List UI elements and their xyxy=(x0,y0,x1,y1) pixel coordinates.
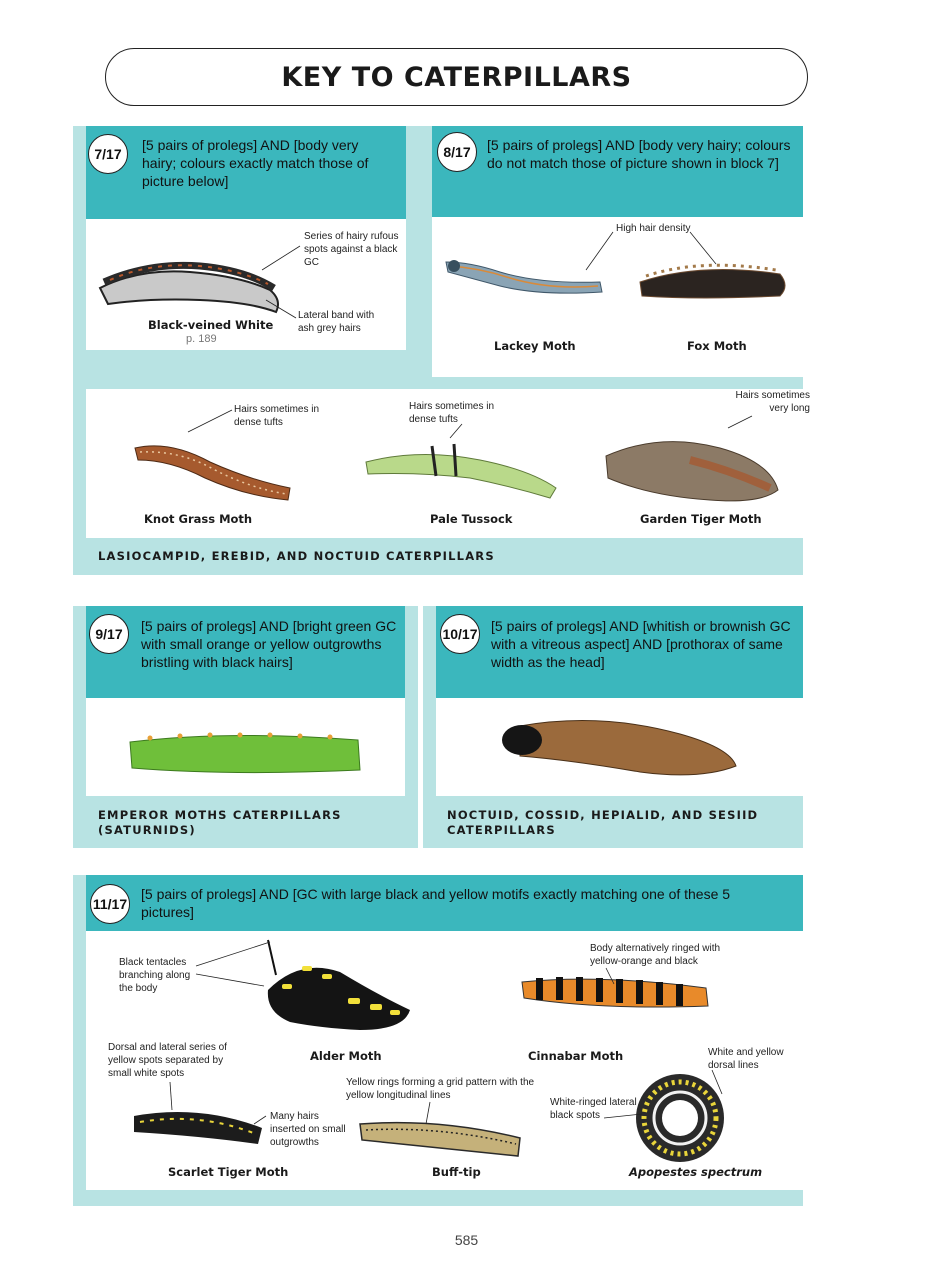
buff-tip-caterpillar-illustration xyxy=(360,1102,520,1156)
scarlet-tiger-moth-label: Scarlet Tiger Moth xyxy=(168,1165,289,1179)
block-7-text: [5 pairs of prolegs] AND [body very hairy; colours exactly match those of picture below] xyxy=(142,137,369,189)
pale-tussock-annotation: Hairs sometimes in dense tufts xyxy=(409,401,495,425)
scarlet-tiger-annotation-spots: Dorsal and lateral series of yellow spots separated by small white spots xyxy=(108,1042,227,1079)
apopestes-spectrum-label: Apopestes spectrum xyxy=(629,1165,763,1179)
apopestes-annotation-dorsal: White and yellow dorsal lines xyxy=(708,1047,784,1071)
garden-tiger-annotation: Hairs sometimes very long xyxy=(735,390,810,414)
alder-moth-label: Alder Moth xyxy=(310,1049,382,1063)
block-7-annotation-spots: Series of hairy rufous spots against a black GC xyxy=(304,231,399,268)
block-9-number: 9/17 xyxy=(89,614,129,654)
block-8-number: 8/17 xyxy=(437,132,477,172)
cinnabar-moth-caterpillar-illustration xyxy=(522,968,708,1007)
alder-moth-annotation: Black tentacles branching along the body xyxy=(119,957,191,994)
buff-tip-annotation: Yellow rings forming a grid pattern with the yellow longitudinal lines xyxy=(346,1077,535,1101)
noctuid-caterpillar-illustration xyxy=(502,721,736,775)
block-10-group-label: NOCTUID, COSSID, HEPIALID, AND SESIID CATERPILLARS xyxy=(447,808,759,837)
block-8-annotation-hair-density: High hair density xyxy=(616,223,691,234)
pale-tussock-label: Pale Tussock xyxy=(430,512,513,526)
block-9-group-label: EMPEROR MOTHS CATERPILLARS (SATURNIDS) xyxy=(98,808,342,837)
page-number: 585 xyxy=(454,1232,479,1248)
block-11-text: [5 pairs of prolegs] AND [GC with large black and yellow motifs exactly matching one of these 5 pictures] xyxy=(141,886,731,920)
block-7-number: 7/17 xyxy=(88,134,128,174)
block-10-text: [5 pairs of prolegs] AND [whitish or brownish GC with a vitreous aspect] AND [prothorax of same width as the head] xyxy=(491,618,791,670)
buff-tip-label: Buff-tip xyxy=(432,1165,481,1179)
black-veined-white-caterpillar-illustration xyxy=(100,246,300,318)
lackey-moth-label: Lackey Moth xyxy=(494,339,576,353)
block-9-text: [5 pairs of prolegs] AND [bright green GC with small orange or yellow outgrowths bristling with black hairs] xyxy=(141,618,397,670)
garden-tiger-moth-caterpillar-illustration xyxy=(606,416,778,501)
pale-tussock-caterpillar-illustration xyxy=(366,424,556,498)
cinnabar-moth-label: Cinnabar Moth xyxy=(528,1049,624,1063)
block-11-number: 11/17 xyxy=(90,884,130,924)
block-8-text: [5 pairs of prolegs] AND [body very hairy; colours do not match those of picture shown in block 7] xyxy=(487,137,791,171)
knot-grass-annotation: Hairs sometimes in dense tufts xyxy=(234,404,320,428)
block-8-group-label: LASIOCAMPID, EREBID, AND NOCTUID CATERPILLARS xyxy=(98,549,495,563)
emperor-moth-caterpillar-illustration xyxy=(130,733,360,773)
block-7-annotation-band: Lateral band with ash grey hairs xyxy=(298,310,375,334)
black-veined-white-label: Black-veined White xyxy=(148,318,274,332)
scarlet-tiger-moth-caterpillar-illustration xyxy=(134,1082,266,1144)
fox-moth-caterpillar-illustration xyxy=(640,232,785,298)
alder-moth-caterpillar-illustration xyxy=(196,940,410,1030)
knot-grass-moth-label: Knot Grass Moth xyxy=(144,512,253,526)
block-10-number: 10/17 xyxy=(440,614,480,654)
garden-tiger-moth-label: Garden Tiger Moth xyxy=(640,512,762,526)
fox-moth-label: Fox Moth xyxy=(687,339,747,353)
apopestes-annotation-lateral: White-ringed lateral black spots xyxy=(550,1097,637,1121)
cinnabar-moth-annotation: Body alternatively ringed with yellow-orange and black xyxy=(590,943,721,967)
lackey-moth-caterpillar-illustration xyxy=(446,232,613,293)
scarlet-tiger-annotation-hairs: Many hairs inserted on small outgrowths xyxy=(270,1111,346,1148)
black-veined-white-page-ref: p. 189 xyxy=(186,333,217,345)
page-title: KEY TO CATERPILLARS xyxy=(281,61,632,93)
